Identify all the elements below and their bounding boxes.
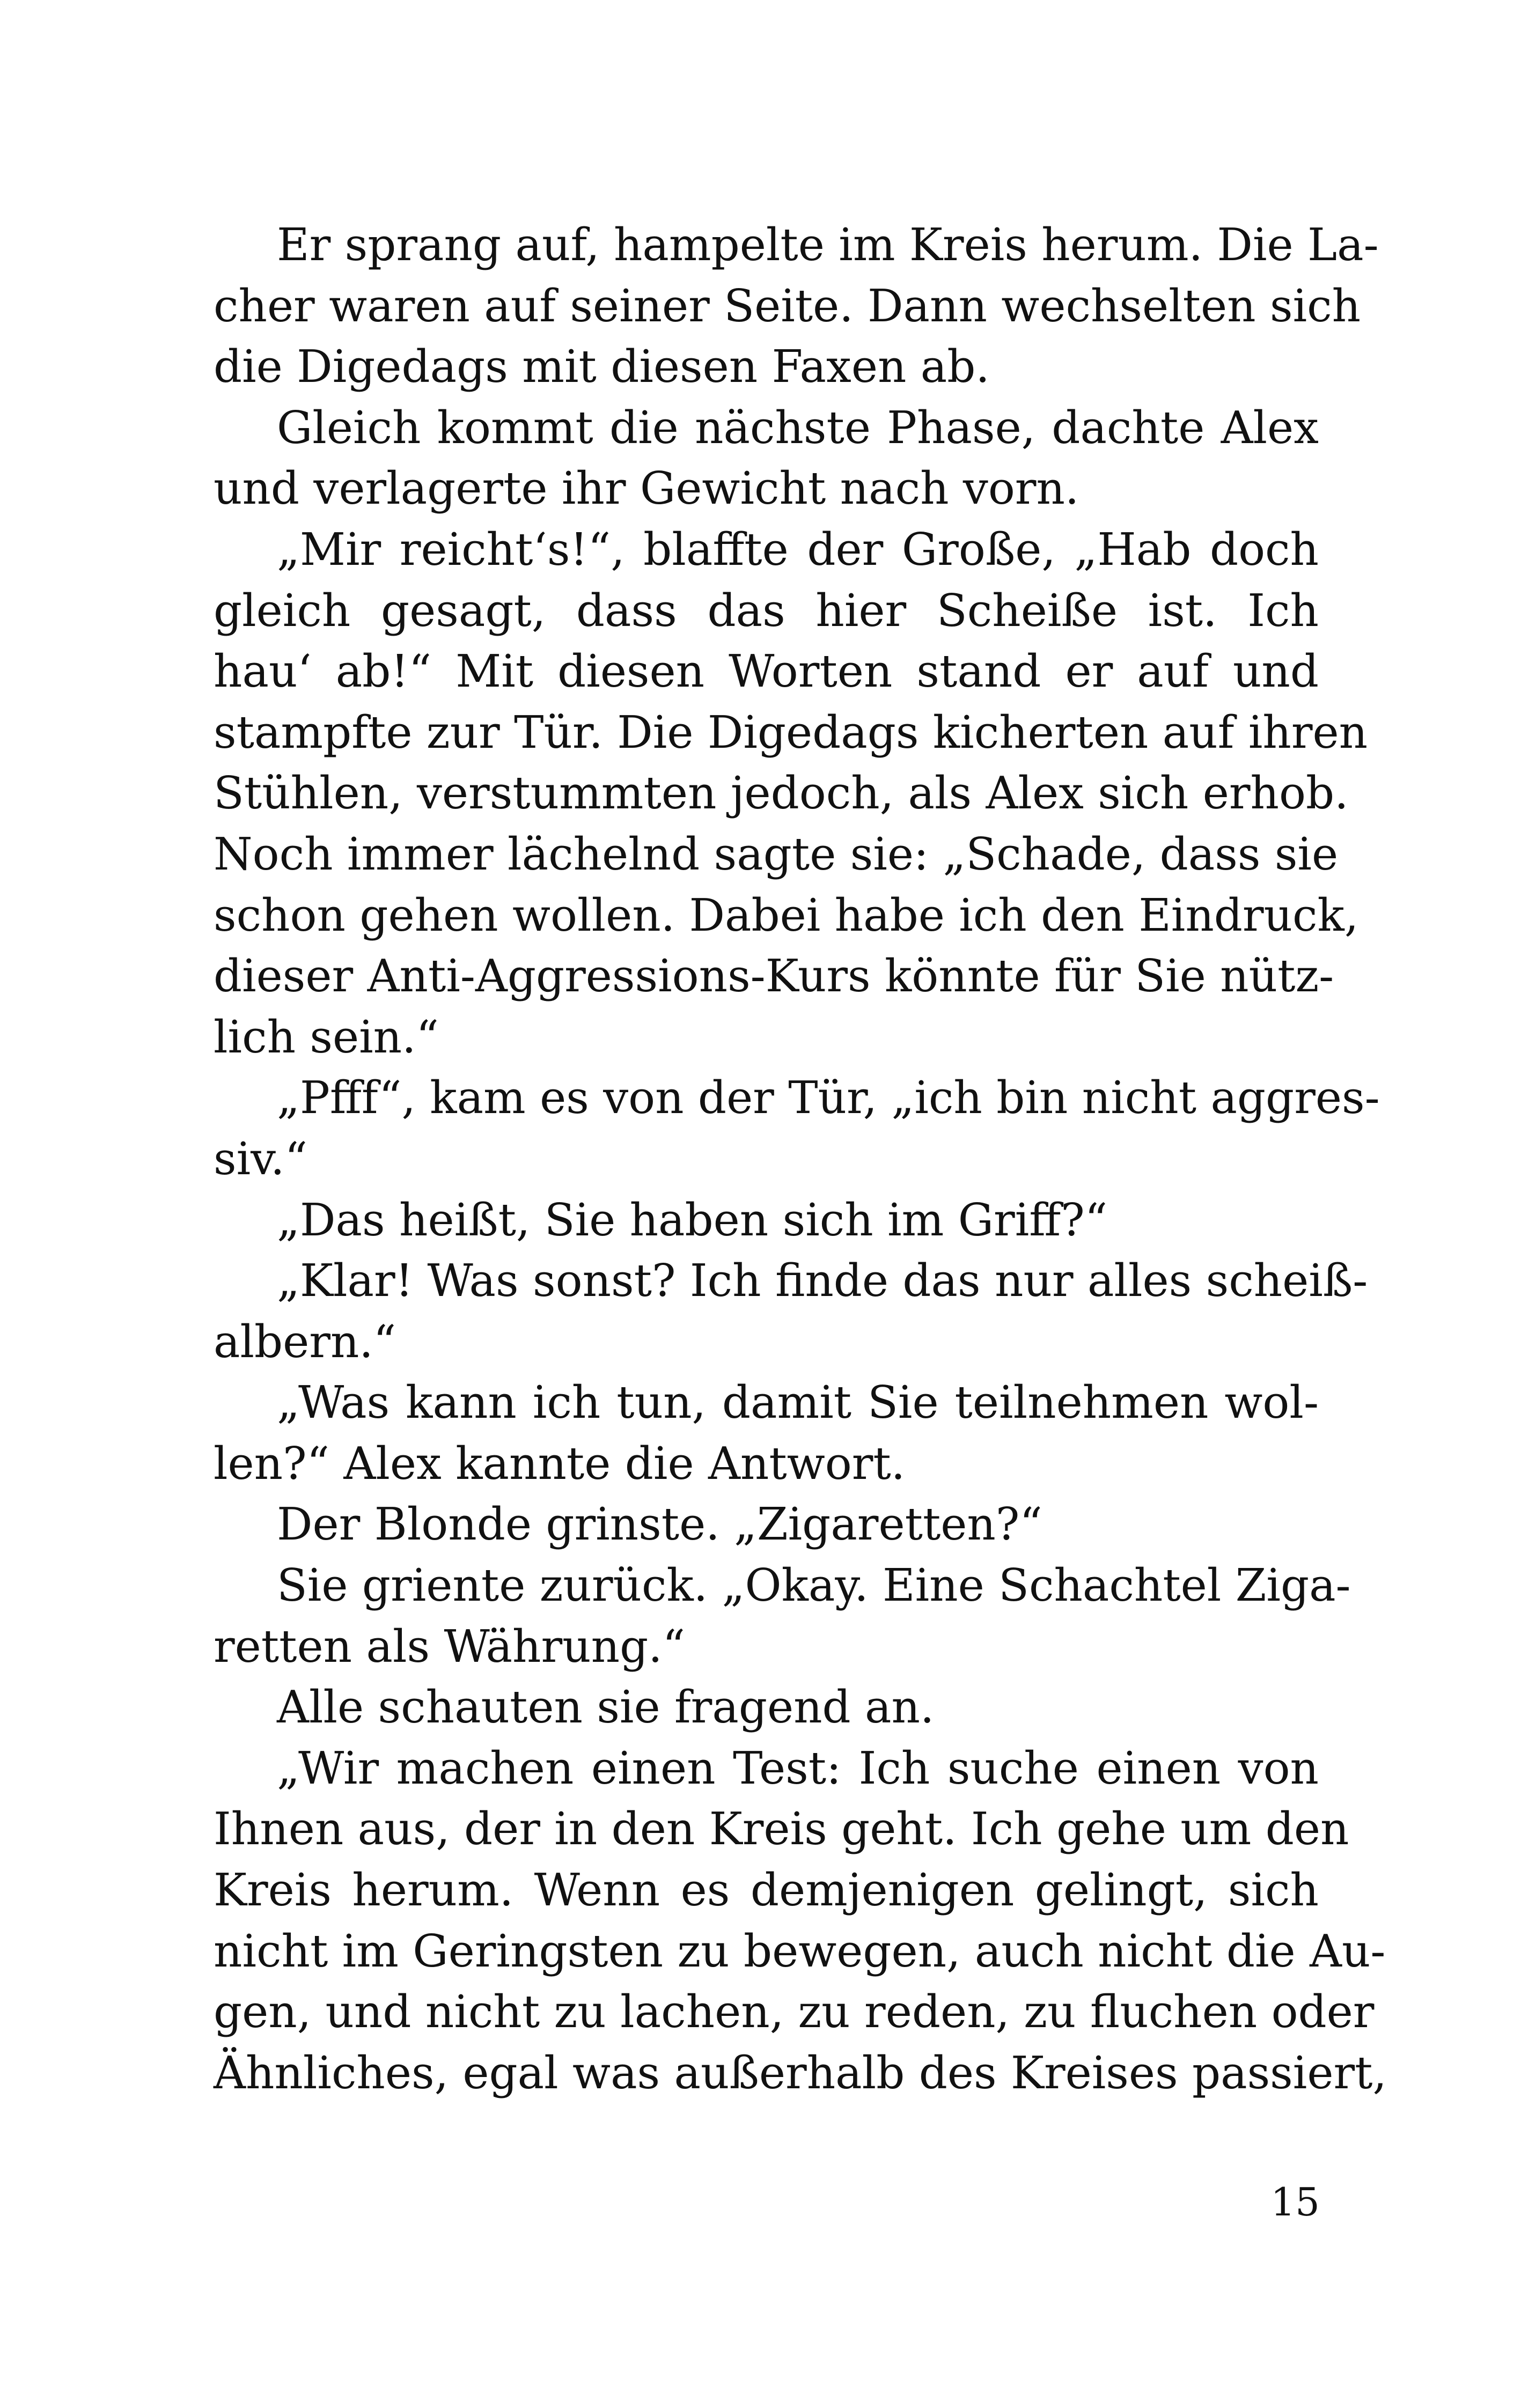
text-line: hau‘ ab!“ Mit diesen Worten stand er auf und	[214, 645, 1319, 698]
text-line: Der Blonde grinste. „Zigaretten?“	[277, 1498, 1042, 1551]
text-line: und verlagerte ihr Gewicht nach vorn.	[214, 462, 1079, 515]
body-text	[214, 215, 1387, 2103]
page-number: 15	[1270, 2179, 1320, 2225]
text-line: Ihnen aus, der in den Kreis geht. Ich gehe um den	[214, 1803, 1349, 1855]
text-line: Er sprang auf, hampelte im Kreis herum. Die La-	[277, 219, 1379, 271]
text-line: Gleich kommt die nächste Phase, dachte Alex	[277, 401, 1319, 454]
text-line: „Pfff“, kam es von der Tür, „ich bin nicht aggres-	[277, 1072, 1380, 1124]
text-line: „Wir machen einen Test: Ich suche einen von	[277, 1742, 1319, 1794]
text-line: Stühlen, verstummten jedoch, als Alex sich erhob.	[214, 767, 1349, 820]
text-line: len?“ Alex kannte die Antwort.	[214, 1437, 906, 1490]
text-line: „Was kann ich tun, damit Sie teilnehmen wol-	[277, 1376, 1319, 1429]
text-line: Noch immer lächelnd sagte sie: „Schade, dass sie	[214, 828, 1339, 880]
text-line: dieser Anti-Aggressions-Kurs könnte für Sie nütz-	[214, 950, 1334, 1003]
text-line: stampfte zur Tür. Die Digedags kicherten auf ihren	[214, 706, 1368, 759]
text-line: gen, und nicht zu lachen, zu reden, zu fluchen oder	[214, 1986, 1375, 2038]
text-line: „Klar! Was sonst? Ich finde das nur alles scheiß-	[277, 1255, 1368, 1307]
text-line: siv.“	[214, 1132, 307, 1185]
text-line: retten als Währung.“	[214, 1620, 686, 1673]
text-line: Kreis herum. Wenn es demjenigen gelingt, sich	[214, 1864, 1319, 1917]
text-line: Ähnliches, egal was außerhalb des Kreises passiert,	[214, 2046, 1387, 2099]
text-line: Sie griente zurück. „Okay. Eine Schachtel Ziga-	[277, 1559, 1351, 1612]
text-line: „Das heißt, Sie haben sich im Griff?“	[277, 1194, 1108, 1246]
text-line: albern.“	[214, 1315, 396, 1368]
text-line: gleich gesagt, dass das hier Scheiße ist. Ich	[214, 584, 1319, 637]
text-line: lich sein.“	[214, 1011, 439, 1063]
text-line: schon gehen wollen. Dabei habe ich den Eindruck,	[214, 889, 1359, 941]
text-line: cher waren auf seiner Seite. Dann wechselten sich	[214, 279, 1361, 332]
text-line: Alle schauten sie fragend an.	[277, 1681, 935, 1734]
text-line: „Mir reicht‘s!“, blaffte der Große, „Hab doch	[277, 523, 1319, 576]
text-line: nicht im Geringsten zu bewegen, auch nicht die Au-	[214, 1925, 1386, 1977]
text-line: die Digedags mit diesen Faxen ab.	[214, 341, 990, 393]
